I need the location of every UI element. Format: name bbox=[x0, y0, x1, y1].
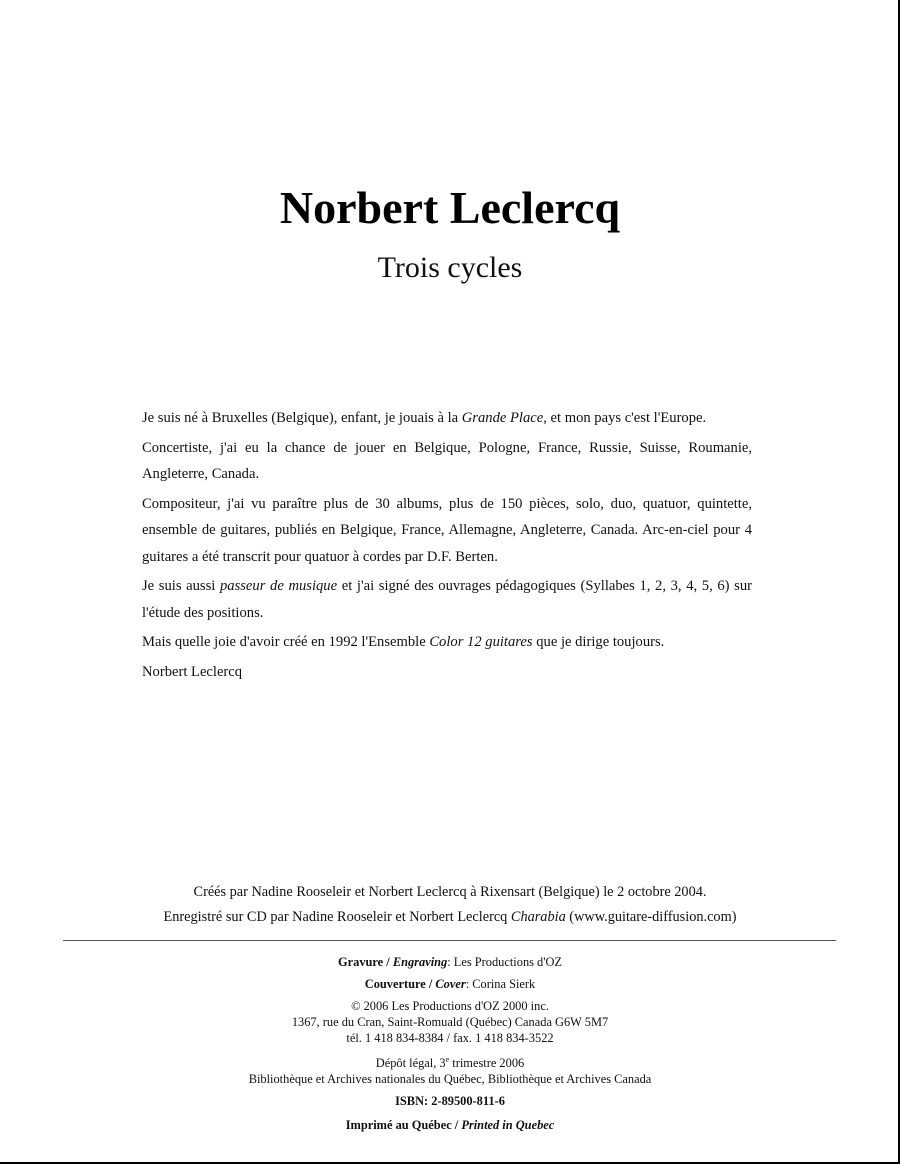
bio-emphasis: Color 12 guitares bbox=[429, 634, 533, 650]
cover-credit bbox=[0, 976, 900, 992]
bio-emphasis: passeur de musique bbox=[219, 578, 338, 594]
bio-paragraph-5 bbox=[142, 629, 752, 656]
isbn-text: ISBN: 2-89500-811-6 bbox=[395, 1094, 505, 1109]
engraving-credit bbox=[0, 954, 900, 970]
bio-emphasis: Grande Place bbox=[461, 410, 544, 426]
bio-text: Je suis né à Bruxelles (Belgique), enfant, je jouais à la bbox=[142, 410, 462, 426]
bio-paragraph-3: Compositeur, j'ai vu paraître plus de 30 albums, plus de 150 pièces, solo, duo, quatuor, quintette, ensemble de guitares, publiés en Belgique, France, Allemagne, Angleterre, Canada. Arc-en-ciel pour 4 guitares a été transcrit pour quatuor à cordes par D.F. Berten. bbox=[142, 495, 752, 565]
bio-paragraph-1 bbox=[142, 405, 752, 432]
bio-text: Mais quelle joie d'avoir créé en 1992 l'Ensemble bbox=[142, 634, 430, 650]
bio-paragraph-2: Concertiste, j'ai eu la chance de jouer en Belgique, Pologne, France, Russie, Suisse, Roumanie, Angleterre, Canada. bbox=[142, 439, 752, 482]
bio-text: et j'ai signé des ouvrages pédagogiques (Syllabes 1, 2, 3, 4, 5, 6) sur l'étude des positions. bbox=[142, 578, 753, 621]
bio-signature: Norbert Leclercq bbox=[142, 663, 243, 680]
divider bbox=[63, 940, 836, 941]
printed-fr: Imprimé au Québec / bbox=[345, 1118, 462, 1133]
colophon bbox=[0, 948, 900, 1133]
printed-en: Printed in Quebec bbox=[461, 1118, 555, 1133]
bio-text: , et mon pays c'est l'Europe. bbox=[543, 410, 707, 426]
printed-in bbox=[0, 1117, 900, 1133]
bio-text: Je suis aussi bbox=[142, 578, 220, 594]
recording-line bbox=[0, 905, 900, 930]
copyright: © 2006 Les Productions d'OZ 2000 inc. bbox=[351, 999, 549, 1013]
recording-text: Enregistré sur CD par Nadine Rooseleir et Norbert Leclercq bbox=[163, 909, 511, 925]
publisher-phone: tél. 1 418 834-8384 / fax. 1 418 834-3522 bbox=[346, 1031, 554, 1045]
premiere-credits bbox=[0, 880, 900, 930]
spacer bbox=[0, 1109, 900, 1117]
author-title: Norbert Leclercq bbox=[279, 182, 621, 233]
recording-album: Charabia bbox=[510, 909, 566, 925]
cover-value: : Corina Sierk bbox=[465, 977, 536, 991]
engraving-label-en: Engraving bbox=[392, 955, 448, 969]
recording-url: (www.guitare-diffusion.com) bbox=[565, 909, 737, 925]
work-title: Trois cycles bbox=[377, 251, 523, 284]
bio-text: que je dirige toujours. bbox=[532, 634, 665, 650]
biography bbox=[142, 405, 752, 688]
bio-paragraph-4 bbox=[142, 573, 752, 626]
premiere-line: Créés par Nadine Rooseleir et Norbert Leclercq à Rixensart (Belgique) le 2 octobre 2004. bbox=[193, 884, 707, 900]
cover-label: Couverture / bbox=[364, 977, 436, 991]
publisher-address: 1367, rue du Cran, Saint-Romuald (Québec) Canada G6W 5M7 bbox=[291, 1015, 609, 1029]
engraving-value: : Les Productions d'OZ bbox=[447, 955, 563, 969]
legal-deposit-text: Dépôt légal, 3 bbox=[375, 1056, 446, 1071]
isbn bbox=[0, 1093, 900, 1109]
cover-label-en: Cover bbox=[435, 977, 466, 991]
engraving-label: Gravure / bbox=[337, 955, 393, 969]
legal-deposit-text: trimestre 2006 bbox=[449, 1056, 525, 1071]
archives: Bibliothèque et Archives nationales du Québec, Bibliothèque et Archives Canada bbox=[248, 1072, 652, 1087]
legal-deposit-sup: e bbox=[445, 1055, 450, 1064]
legal-deposit bbox=[0, 1052, 900, 1071]
